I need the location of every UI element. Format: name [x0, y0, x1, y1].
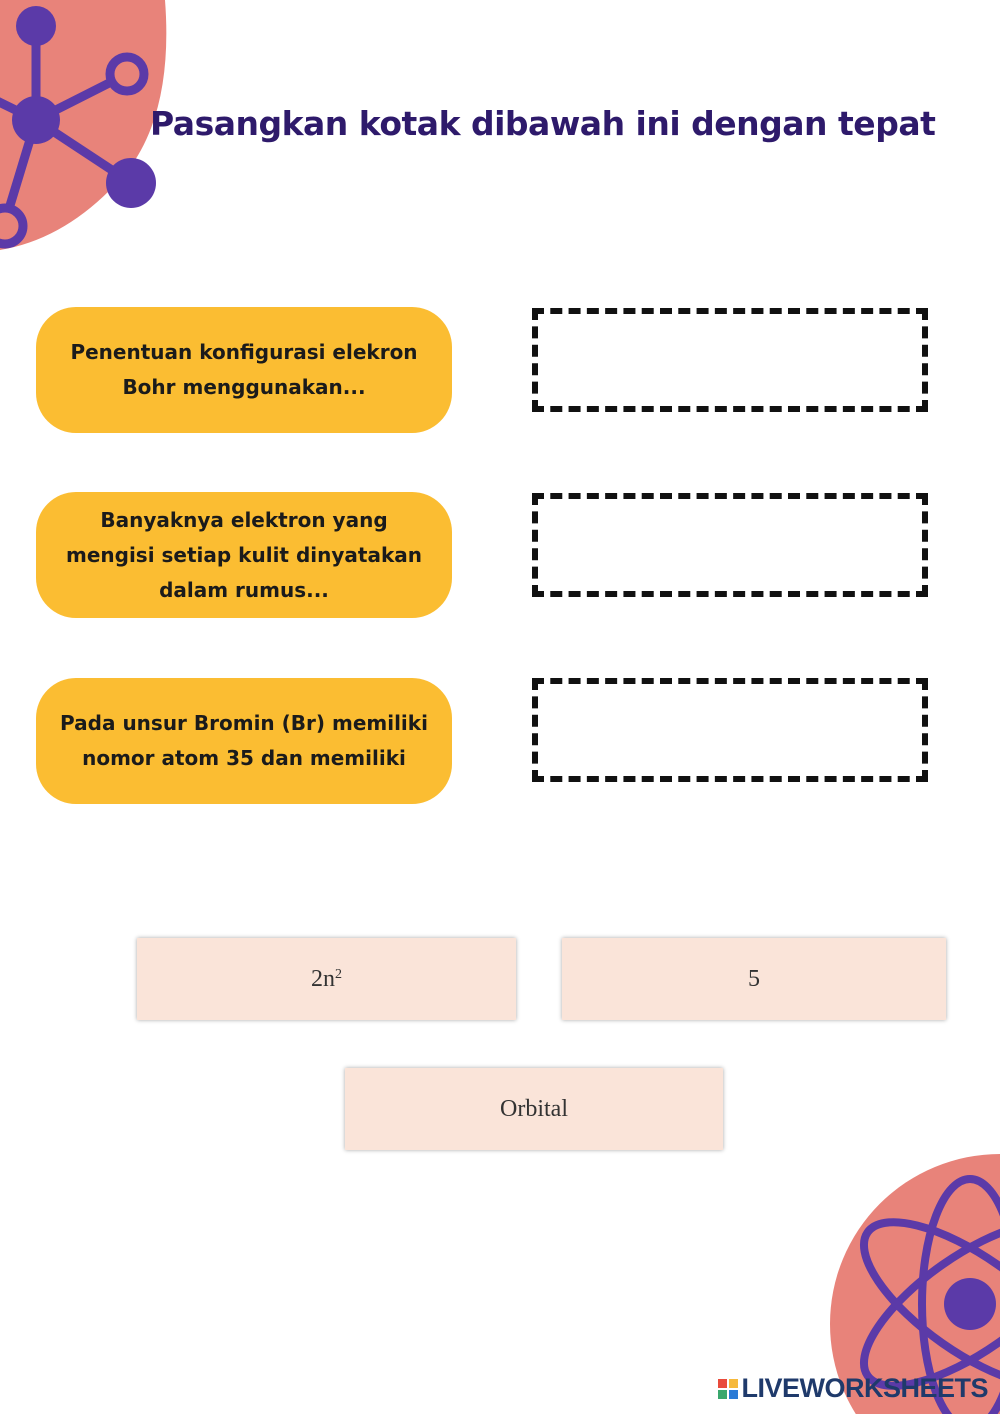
- drop-zone-1[interactable]: [532, 308, 928, 412]
- answer-text: Orbital: [500, 1095, 568, 1122]
- brand-square: [718, 1390, 727, 1399]
- brand-square: [718, 1379, 727, 1388]
- brand-square: [729, 1379, 738, 1388]
- answer-card-2n2[interactable]: [137, 938, 516, 1020]
- brand-text: LIVEWORKSHEETS: [741, 1373, 988, 1403]
- question-line: nomor atom 35 dan memiliki: [82, 746, 406, 770]
- answer-text: 5: [748, 965, 760, 992]
- question-line: mengisi setiap kulit dinyatakan: [65, 542, 422, 567]
- answer-card-5[interactable]: [562, 938, 946, 1020]
- question-card: [36, 307, 452, 433]
- question-line: Penentuan konfigurasi elekron: [70, 340, 418, 364]
- answer-superscript: 2: [335, 967, 342, 982]
- question-line: dalam rumus...: [159, 577, 329, 602]
- question-line: Pada unsur Bromin (Br) memiliki: [60, 711, 428, 735]
- page-title: Pasangkan kotak dibawah ini dengan tepat: [150, 104, 936, 143]
- question-card: [36, 492, 452, 618]
- answer-text: 2n: [311, 965, 335, 992]
- answer-card-orbital[interactable]: [345, 1068, 723, 1150]
- question-line: Bohr menggunakan...: [122, 375, 366, 399]
- brand-grid-icon: [718, 1379, 738, 1399]
- drop-zone-3[interactable]: [532, 678, 928, 782]
- liveworksheets-logo: [718, 1373, 988, 1404]
- question-card: [36, 678, 452, 804]
- question-line: Banyaknya elektron yang: [100, 507, 388, 532]
- drop-zone-2[interactable]: [532, 493, 928, 597]
- brand-square: [729, 1390, 738, 1399]
